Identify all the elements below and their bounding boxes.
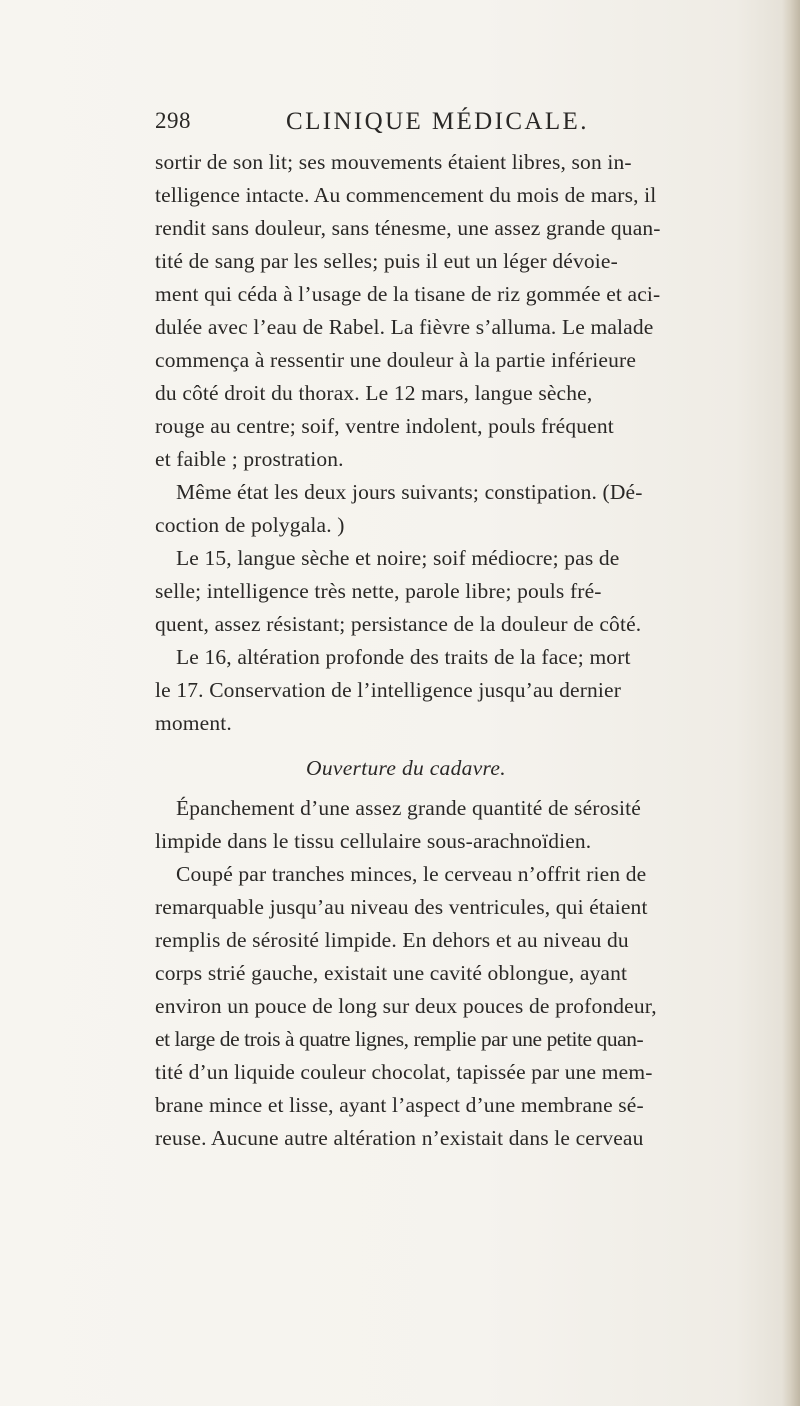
running-title: CLINIQUE MÉDICALE. bbox=[286, 108, 589, 135]
text-line: tité de sang par les selles; puis il eut un léger dévoie- bbox=[155, 249, 618, 273]
text-line: reuse. Aucune autre altération n’existait dans le cerveau bbox=[155, 1126, 644, 1150]
text-line: rendit sans douleur, sans ténesme, une assez grande quan- bbox=[155, 216, 661, 240]
text-line: Coupé par tranches minces, le cerveau n’offrit rien de bbox=[176, 862, 647, 886]
text-line: Épanchement d’une assez grande quantité de sérosité bbox=[176, 796, 641, 820]
text-line: et large de trois à quatre lignes, remplie par une petite quan- bbox=[155, 1027, 644, 1051]
section-heading: Ouverture du cadavre. bbox=[306, 756, 506, 780]
text-line: tité d’un liquide couleur chocolat, tapissée par une mem- bbox=[155, 1060, 653, 1084]
text-line: dulée avec l’eau de Rabel. La fièvre s’alluma. Le malade bbox=[155, 315, 654, 339]
text-line: du côté droit du thorax. Le 12 mars, langue sèche, bbox=[155, 381, 593, 405]
text-line: brane mince et lisse, ayant l’aspect d’une membrane sé- bbox=[155, 1093, 644, 1117]
text-line: et faible ; prostration. bbox=[155, 447, 344, 471]
text-line: limpide dans le tissu cellulaire sous-arachnoïdien. bbox=[155, 829, 592, 853]
text-line: quent, assez résistant; persistance de la douleur de côté. bbox=[155, 612, 642, 636]
text-line: remarquable jusqu’au niveau des ventricules, qui étaient bbox=[155, 895, 648, 919]
text-line: rouge au centre; soif, ventre indolent, pouls fréquent bbox=[155, 414, 614, 438]
text-line: moment. bbox=[155, 711, 232, 735]
text-line: Le 15, langue sèche et noire; soif médiocre; pas de bbox=[176, 546, 620, 570]
text-line: le 17. Conservation de l’intelligence jusqu’au dernier bbox=[155, 678, 622, 702]
text-line: Le 16, altération profonde des traits de la face; mort bbox=[176, 645, 631, 669]
text-line: corps strié gauche, existait une cavité oblongue, ayant bbox=[155, 961, 628, 985]
text-line: environ un pouce de long sur deux pouces de profondeur, bbox=[155, 994, 657, 1018]
page-number: 298 bbox=[155, 108, 191, 133]
text-line: telligence intacte. Au commencement du mois de mars, il bbox=[155, 183, 657, 207]
text-line: remplis de sérosité limpide. En dehors et au niveau du bbox=[155, 928, 629, 952]
text-line: sortir de son lit; ses mouvements étaient libres, son in- bbox=[155, 150, 632, 174]
text-line: ment qui céda à l’usage de la tisane de riz gommée et aci- bbox=[155, 282, 661, 306]
text-line: commença à ressentir une douleur à la partie inférieure bbox=[155, 348, 637, 372]
page-header bbox=[155, 108, 675, 142]
body-text bbox=[155, 146, 800, 1155]
text-line: selle; intelligence très nette, parole libre; pouls fré- bbox=[155, 579, 602, 603]
text-line: coction de polygala. ) bbox=[155, 513, 345, 537]
text-line: Même état les deux jours suivants; constipation. (Dé- bbox=[176, 480, 643, 504]
